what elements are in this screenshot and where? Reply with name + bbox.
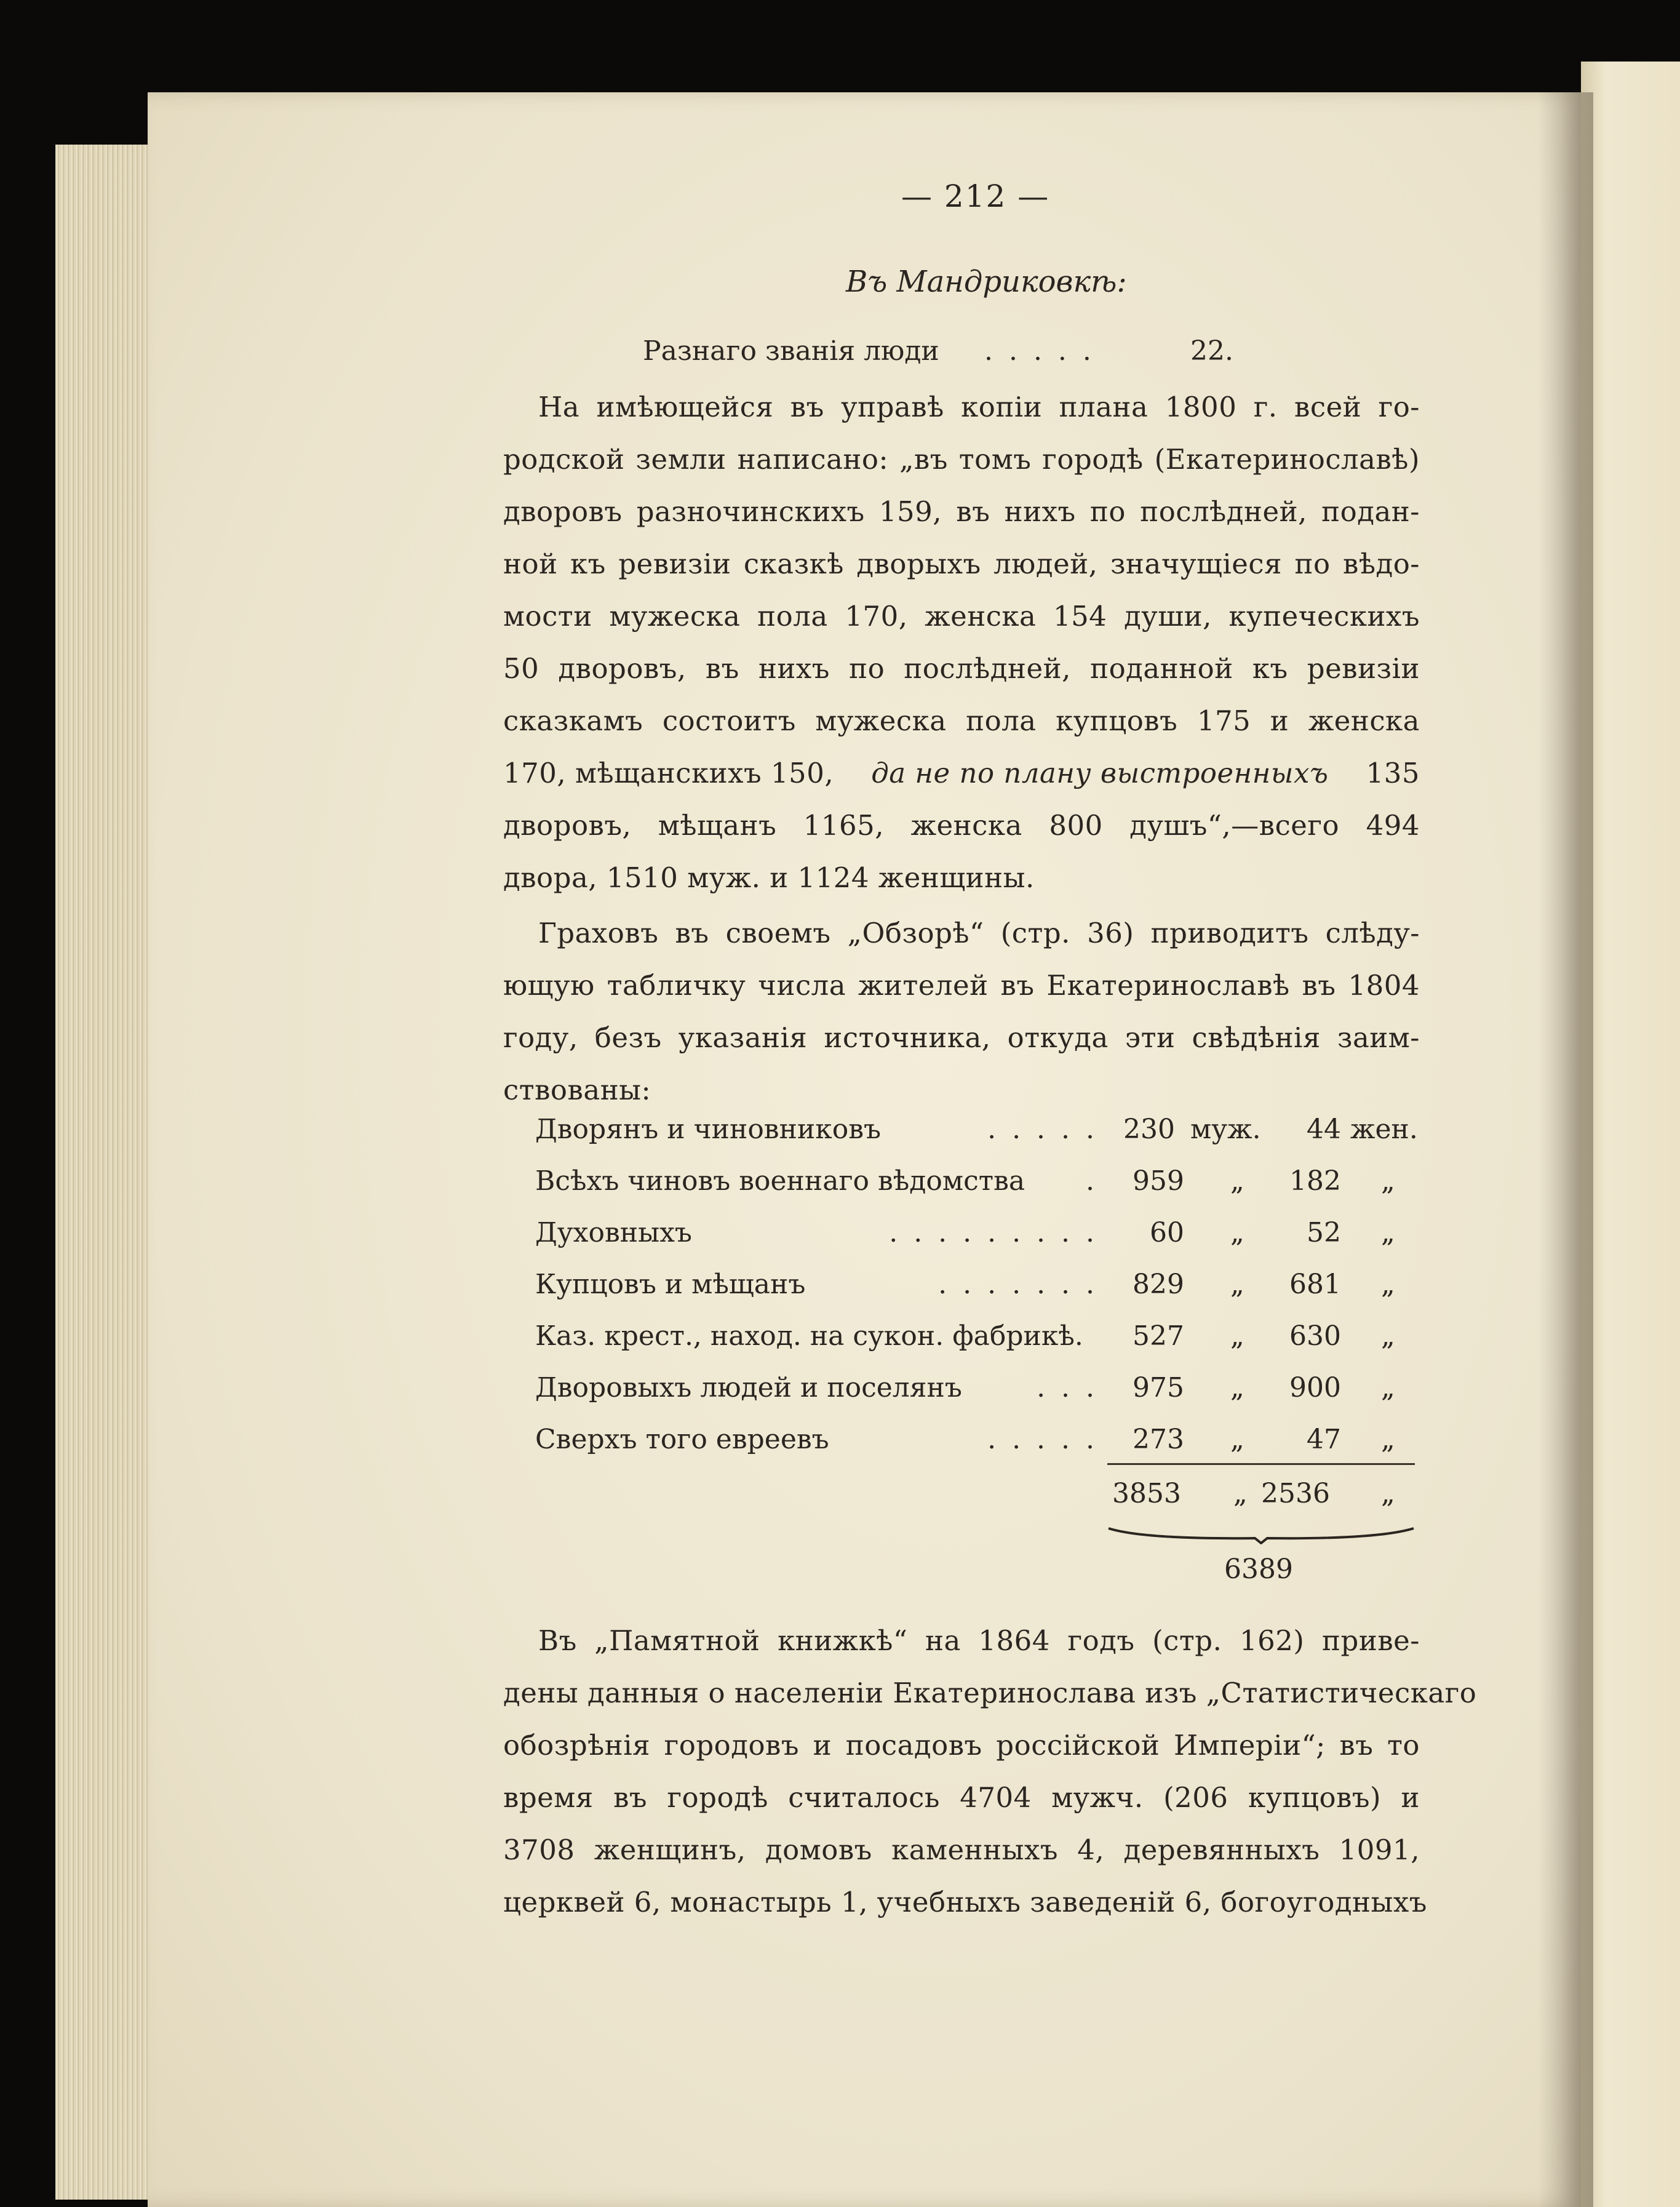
row-women: 681 [1289,1269,1341,1300]
page-number: — 212 — [901,178,1050,214]
row-women: 900 [1289,1372,1341,1403]
total-rule [1107,1463,1415,1465]
row-dots: . . . . . [987,1114,1098,1145]
row-label: Каз. крест., наход. на сукон. фабрикѣ. [535,1320,1083,1352]
row-dots: . . . . . . . . . [889,1217,1098,1248]
grand-total: 6389 [1224,1554,1293,1585]
paragraph-line: ной къ ревизіи сказкѣ дворыхъ людей, значущіеся по вѣдо- [503,548,1420,580]
paragraph-line: обозрѣнія городовъ и посадовъ россійской Имперіи“; въ то [503,1729,1420,1762]
row-dots: . . . . . . . [938,1269,1098,1300]
next-page-edge [1581,62,1680,2207]
total-women: 2536 [1261,1478,1330,1509]
row-label: Дворовыхъ людей и поселянъ [535,1372,962,1403]
paragraph-line: дены данныя о населеніи Екатеринослава изъ „Статистическаго [503,1677,1477,1709]
paragraph-line: мости мужеска пола 170, женска 154 души, купеческихъ [503,600,1420,633]
paragraph-line: Граховъ въ своемъ „Обзорѣ“ (стр. 36) приводитъ слѣду- [538,917,1420,949]
total-men: 3853 [1112,1478,1181,1509]
paragraph-line: 3708 женщинъ, домовъ каменныхъ 4, деревянныхъ 1091, [503,1834,1420,1866]
row-women-unit: „ [1381,1217,1395,1248]
row-dots: . . . [1037,1372,1098,1403]
row-men: 527 [1133,1320,1184,1352]
row-label: Дворянъ и чиновниковъ [535,1114,881,1145]
italic-segment: да не по плану выстроенныхъ [871,757,1329,789]
paragraph-line: году, безъ указанія источника, откуда эти свѣдѣнія заим- [503,1021,1420,1054]
sum-brace [1107,1526,1415,1544]
total-women-unit: „ [1381,1478,1395,1509]
intro-dots: . . . . . [984,335,1095,367]
row-women-unit: „ [1381,1165,1395,1197]
row-label: Духовныхъ [535,1217,692,1248]
row-men-unit: „ [1230,1217,1244,1248]
paragraph-line: родской земли написано: „въ томъ городѣ (Екатеринославѣ) [503,443,1420,476]
paragraph-line: дворовъ, мѣщанъ 1165, женска 800 душъ“,—всего 494 [503,809,1420,842]
row-women: 630 [1289,1320,1341,1352]
row-men: 959 [1133,1165,1184,1197]
row-women-unit: „ [1381,1424,1395,1455]
section-heading: Въ Мандриковкѣ: [846,265,1127,299]
row-men-unit: „ [1230,1165,1244,1197]
paragraph-line: время въ городѣ считалось 4704 мужч. (206 купцовъ) и [503,1781,1420,1814]
intro-value: 22. [1190,335,1233,367]
row-men-unit: муж. [1190,1114,1261,1145]
row-men-unit: „ [1230,1424,1244,1455]
row-dots: . . . . . [987,1424,1098,1455]
paragraph-line: 50 дворовъ, въ нихъ по послѣдней, поданной къ ревизіи [503,652,1420,685]
paragraph-line: ствованы: [503,1074,651,1106]
row-men: 829 [1133,1269,1184,1300]
row-women: 47 [1307,1424,1341,1455]
paragraph-line: Въ „Памятной книжкѣ“ на 1864 годъ (стр. 162) приве- [538,1624,1420,1657]
paragraph-line: дворовъ разночинскихъ 159, въ нихъ по послѣдней, подан- [503,495,1420,528]
row-men: 273 [1133,1424,1184,1455]
row-men-unit: „ [1230,1320,1244,1352]
row-label: Купцовъ и мѣщанъ [535,1269,806,1300]
paragraph-line: сказкамъ состоитъ мужеска пола купцовъ 175 и женска [503,704,1420,737]
text-segment: 135 [1366,757,1420,789]
paragraph-line-mixed [503,757,1420,789]
intro-label: Разнаго званія люди [643,335,939,367]
row-dots: . [1086,1165,1098,1197]
paragraph-line: ющую табличку числа жителей въ Екатеринославѣ въ 1804 [503,969,1420,1002]
row-label: Сверхъ того евреевъ [535,1424,829,1455]
row-men-unit: „ [1230,1372,1244,1403]
spine-shadow [1538,92,1593,2207]
row-men-unit: „ [1230,1269,1244,1300]
row-women-unit: „ [1381,1269,1395,1300]
row-women: 52 [1307,1217,1341,1248]
row-label: Всѣхъ чиновъ военнаго вѣдомства [535,1165,1025,1197]
row-men: 60 [1150,1217,1184,1248]
row-women-unit: „ [1381,1372,1395,1403]
paragraph-line: На имѣющейся въ управѣ копіи плана 1800 г. всей го- [538,391,1420,423]
row-men: 975 [1133,1372,1184,1403]
paragraph-line: церквей 6, монастырь 1, учебныхъ заведеній 6, богоугодныхъ [503,1886,1427,1918]
paragraph-line: двора, 1510 муж. и 1124 женщины. [503,861,1035,894]
row-women: 182 [1289,1165,1341,1197]
total-unit: „ [1233,1478,1248,1509]
text-segment: 170, мѣщанскихъ 150, [503,757,834,789]
row-men: 230 [1123,1114,1175,1145]
row-women: 44 [1307,1114,1341,1145]
row-women-unit: „ [1381,1320,1395,1352]
row-women-unit: жен. [1350,1114,1418,1145]
